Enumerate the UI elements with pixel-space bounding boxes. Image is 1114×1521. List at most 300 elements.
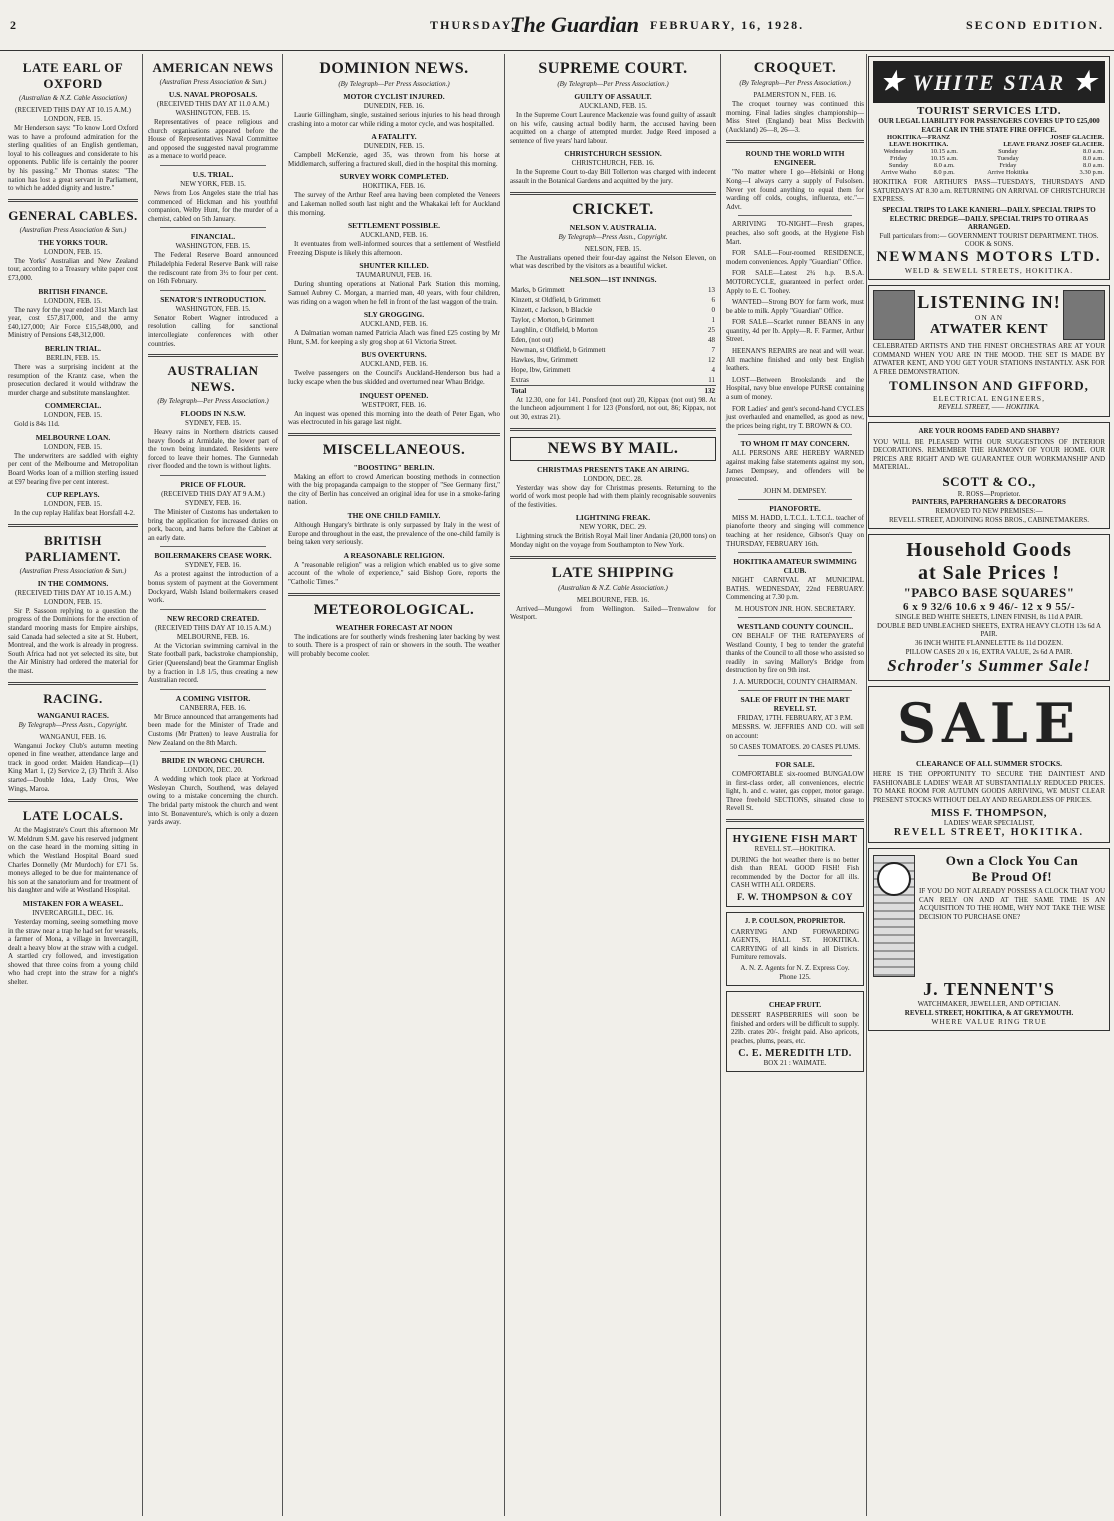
late-locals-headline: LATE LOCALS. (22, 808, 124, 824)
story-head: BRIDE IN WRONG CHURCH. (161, 756, 265, 766)
miss-thompson-title: MISS F. THOMPSON, (930, 806, 1048, 819)
oxford-dateline: LONDON, FEB. 15. (43, 115, 103, 123)
separator (738, 499, 852, 500)
swim-body: NIGHT CARNIVAL AT MUNICIPAL BATHS. WEDNESDAY, 22nd FEBRUARY. Commencing at 7.30 p.m. (726, 576, 864, 602)
masthead-day: THURSDAY, (430, 18, 517, 32)
news-by-mail-headline: NEWS BY MAIL. (510, 437, 716, 461)
dominion-headline: DOMINION NEWS. (319, 60, 469, 77)
for-sale-body: COMFORTABLE six-roomed BUNGALOW in first-class order, all conveniences, electric light, h. and c. water, gas copper, motor garage. Three freehold SECTIONS, situated close to Revell St. (726, 770, 864, 813)
story-body: At the Victorian swimming carnival in the State football park, backstroke championship, Grier (Queensland) beat the Grammar English by a fraction in 1.8 1/5, thus creating a new Australian record. (148, 641, 278, 685)
newmans-address: WELD & SEWELL STREETS, HOKITIKA. (904, 265, 1074, 275)
table-row: HOKITIKA—FRANZ JOSEF GLACIER. (887, 134, 1104, 142)
table-row: Wednesday 10.15 a.m. Sunday 8.0 a.m. (883, 148, 1104, 156)
column-rule (282, 54, 283, 1516)
story-head: PRICE OF FLOUR. (180, 480, 246, 490)
pabco-sizes: 6 x 9 32/6 10.6 x 9 46/- 12 x 9 55/- (903, 601, 1075, 614)
for-sale-head: FOR SALE. (775, 760, 815, 770)
story-head: SHUNTER KILLED. (359, 261, 429, 271)
small-ad: ARRIVING TO-NIGHT—Fresh grapes, peaches, also soft goods, at the Hygiene Fish Mart. (726, 220, 864, 246)
story-dateline: WESTPORT, FEB. 16. (361, 400, 427, 409)
miss-thompson-trade: LADIES' WEAR SPECIALIST, (943, 818, 1035, 827)
story-dateline: SYDNEY, FEB. 16. (184, 561, 242, 570)
cable-body: In the cup replay Halifax beat Horsfall 4-2. (14, 509, 135, 518)
story-head: INQUEST OPENED. (359, 390, 429, 400)
tennent-motto: WHERE VALUE RING TRUE (931, 1017, 1047, 1027)
croquet-source: (By Telegraph—Per Press Association.) (739, 79, 851, 87)
forecast-body: The indications are for southerly winds freshening later backing by west to south. There is a prospect of rain or showers in the south. The weather will probably become cooler. (288, 632, 500, 658)
cheap-fruit-box: BOX 21 : WAIMATE. (763, 1058, 827, 1067)
column-rule (720, 54, 721, 1516)
story-head: A FATALITY. (371, 132, 417, 142)
sale-body: HERE IS THE OPPORTUNITY TO SECURE THE DAINTIEST AND FASHIONABLE LADIES' WEAR AT SUBSTANTIALLY REDUCED PRICES. TO MAKE ROOM FOR AUTUMN GOODS ARRIVING, WE MUST CLEAR PRESENT STOCKS WITHOUT DELAY AND REGARDLESS OF PRICES. (873, 770, 1105, 804)
column-rule (504, 54, 505, 1516)
separator (738, 552, 852, 553)
story-dateline: DUNEDIN, FEB. 16. (363, 102, 425, 110)
story-head: SENATOR'S INTRODUCTION. (160, 294, 266, 304)
timetable (873, 134, 1105, 176)
story-dateline: NEW YORK, FEB. 15. (180, 179, 246, 188)
white-star-banner (873, 61, 1105, 103)
round-world-head: ROUND THE WORLD WITH ENGINEER. (745, 149, 845, 168)
column-6 (868, 54, 1110, 1516)
croquet-body: The croquet tourney was continued this morning. Final ladies singles championship—Miss Steel (England) beat Miss Beckwith (Auckland) 26—8, 26—3. (726, 100, 864, 134)
story-dateline: DUNEDIN, FEB. 15. (363, 142, 425, 151)
separator (160, 475, 266, 476)
tennent-trade: WATCHMAKER, JEWELLER, AND OPTICIAN. (917, 1000, 1061, 1009)
story-head: GUILTY OF ASSAULT. (574, 92, 652, 101)
story-head: U.S. TRIAL. (192, 169, 234, 179)
story-head: MOTOR CYCLIST INJURED. (343, 92, 445, 101)
tennent-clock-ad (868, 848, 1110, 1031)
sale-word: SALE (896, 691, 1082, 756)
story-received: (RECEIVED THIS DAY AT 10.15 A.M.) (155, 623, 271, 632)
cable-dateline: LONDON, FEB. 15. (43, 296, 103, 305)
story-head: FLOODS IN N.S.W. (180, 409, 246, 419)
cable-body: There was a surprising incident at the resumption of the Krantz case, when the prosecution declared it would withdraw the murder charge and substitute manslaughter. (8, 362, 138, 397)
white-star-contract: Full particulars from:— GOVERNMENT TOURIST DEPARTMENT. THOS. COOK & SONS. (879, 231, 1099, 249)
household-goods-ad (868, 534, 1110, 681)
croquet-headline: CROQUET. (753, 60, 837, 76)
oxford-source: (Australian & N.Z. Cable Association) (19, 94, 127, 102)
story-body: Although Hungary's birthrate is only surpassed by Italy in the west of Europe and throughout in the east, the prevalence of the one-child family is being taken very seriously. (288, 521, 500, 547)
cable-head: BERLIN TRIAL. (44, 343, 102, 353)
racing-body: Wanganui Jockey Club's autumn meeting opened in fine weather, attendance large and track in good order. Maiden Handicap—(1) King Mart 1, (2) Service 2, (3) Thrift 3. Also started—Double Idea, Lady Oros, Wee Wings, Maroa. (8, 741, 138, 793)
separator (160, 165, 266, 166)
table-row: Hawkes, lbw, Grimmett 12 (511, 355, 715, 364)
story-body: A wedding which took place at Yorkroad Wesleyan Church, Southend, was delayed owing to a mistake concerning the church. The bridal party mistook the church and went into St. Bonaventure's, which is only a dozen yards away. (148, 775, 278, 827)
swim-sign: M. HOUSTON JNR. HON. SECRETARY. (734, 604, 856, 613)
column-1 (4, 54, 142, 1516)
tennent-addr: REVELL STREET, HOKITIKA, & AT GREYMOUTH. (904, 1008, 1074, 1017)
general-cables-source: (Australian Press Association & Sun.) (19, 225, 127, 234)
cable-dateline: LONDON, FEB. 15. (43, 500, 103, 509)
story-body: Senator Robert Wagner introduced a resolution calling for sanctional intercollegiate conferences with other countries. (148, 313, 278, 348)
story-head: SLY GROGGING. (363, 310, 425, 320)
parliament-body: Sir P. Sassoon replying to a question the progress of the Dominions for the erection of standard mooring masts for Empire airships, said Canada had selected a site at St. Hubert, Montreal, and the work is already in progress. South Africa had not yet selected its site, but the Air Ministry had ordered the material for the mast. (8, 606, 138, 675)
white-star-ad (868, 56, 1110, 280)
column-rule (142, 54, 143, 1516)
story-head: BUS OVERTURNS. (361, 350, 427, 360)
australian-headline: AUSTRALIAN NEWS. (167, 363, 259, 395)
story-dateline: AUCKLAND, FEB. 16. (360, 360, 428, 369)
hygiene-sub: REVELL ST.—HOKITIKA. (754, 845, 836, 854)
story-head: THE ONE CHILD FAMILY. (347, 511, 441, 521)
small-ad: FOR Ladies' and gent's second-hand CYCLES just overhauled and enamelled, as good as new, the prices being right, try T. BROWN & CO. (726, 404, 864, 430)
miscellaneous-headline: MISCELLANEOUS. (322, 441, 466, 458)
scorecard-head: NELSON—1ST INNINGS. (569, 274, 657, 284)
story-head: CHRISTMAS PRESENTS TAKE AN AIRING. (536, 464, 690, 474)
table-row: Taylor, c Morton, b Grimmett 1 (511, 315, 715, 324)
notice-sign: JOHN M. DEMPSEY. (763, 486, 827, 495)
story-head: CHRISTCHURCH SESSION. (564, 149, 662, 159)
story-dateline: CHRISTCHURCH, FEB. 16. (571, 159, 655, 168)
story-body: Lightning struck the British Royal Mail liner Andania (20,000 tons) on Monday night on the voyage from Southampton to New York. (510, 532, 716, 549)
racing-headline: RACING. (43, 690, 103, 706)
white-star-note: HOKITIKA FOR ARTHUR'S PASS—TUESDAYS, THURSDAYS AND SATURDAYS AT 8.30 a.m. RETURNING ON ARRIVAL OF CHRISTCHURCH EXPRESS. (873, 178, 1105, 204)
column-4 (506, 54, 720, 1516)
piano-body: MISS M. HADD, L.T.C.L. L.T.C.L. teacher of pianoforte theory and singing will commence teaching at her residence, Gibson's Quay on THURSDAY, FEBRUARY 16th. (726, 513, 864, 548)
divider (148, 354, 278, 357)
table-row: Kinzett, st Oldfield, b Grimmett 6 (511, 295, 715, 304)
tomlinson-title: TOMLINSON AND GIFFORD, (889, 378, 1089, 394)
masthead-date: FEBRUARY, 16, 1928. (650, 18, 805, 32)
council-head: WESTLAND COUNTY COUNCIL. (736, 621, 854, 631)
table-row: Sunday 8.0 a.m. Friday 8.0 a.m. (888, 162, 1104, 170)
star-icon: ★ (1072, 67, 1098, 96)
story-body: The Minister of Customs has undertaken to bring the application for increased duties on pork, bacon, and hams before the Cabinet at an early date. (148, 508, 278, 542)
separator (738, 617, 852, 618)
divider (288, 593, 500, 596)
atwater-brand: ATWATER KENT (930, 321, 1048, 337)
divider (510, 556, 716, 559)
divider (288, 433, 500, 436)
round-world-body: "No matter where I go—Helsinki or Hong Kong—I always carry a supply of Fulsolsen. Never yet found anything to equal them for warding off colds, coughs, influenza, etc."—Advt. (726, 168, 864, 211)
story-dateline: AUCKLAND, FEB. 16. (360, 231, 428, 240)
scott-trade: PAINTERS, PAPERHANGERS & DECORATORS (912, 498, 1066, 507)
story-body: Mr Bruce announced that arrangements had been made for the Minister of Trade and Customs (Mr Pratten) to leave Australia for New Zealand on the 8th March. (148, 712, 278, 747)
story-received: (RECEIVED THIS DAY AT 9 A.M.) (161, 490, 265, 499)
summer-sale-ad (868, 686, 1110, 843)
scott-prop: R. ROSS—Proprietor. (957, 489, 1021, 498)
shipping-dateline: MELBOURNE, FEB. 16. (576, 595, 650, 604)
story-dateline: WASHINGTON, FEB. 15. (175, 304, 251, 313)
weasel-head: MISTAKEN FOR A WEASEL. (22, 898, 124, 908)
separator (160, 227, 266, 228)
story-body: An inquest was opened this morning into the death of Peter Egan, who was electrocuted in his garage last night. (288, 409, 500, 427)
racing-source: By Telegraph—Press Assn., Copyright. (18, 720, 128, 729)
fruit-sale-items: 50 CASES TOMATOES. 20 CASES PLUMS. (729, 743, 861, 752)
clock-title-2: Be Proud Of! (971, 869, 1053, 885)
cable-head: CUP REPLAYS. (46, 490, 100, 500)
story-dateline: WASHINGTON, FEB. 15. (175, 109, 251, 117)
table-row: Eden, (not out) 48 (511, 335, 715, 344)
council-body: ON BEHALF OF THE RATEPAYERS of Westland County, I beg to tender the grateful thanks of the Council to all those who assisted so readily in saving Mallory's Bridge from destruction by fire on 9th inst. (726, 631, 864, 675)
piano-head: PIANOFORTE. (769, 503, 821, 513)
masthead (0, 0, 1114, 51)
story-head: A REASONABLE RELIGION. (343, 550, 445, 560)
oxford-headline: LATE EARL OF OXFORD (22, 60, 124, 91)
coulson-sign: A. N. Z. Agents for N. Z. Express Coy. Phone 125. (740, 964, 850, 981)
cheap-fruit-title: CHEAP FRUIT. (768, 1000, 822, 1010)
notice-body: ALL PERSONS ARE HEREBY WARNED against making false statements against my son, James Dempsey, and offenders will be prosecuted. (726, 449, 864, 484)
cable-body: The underwriters are saddled with eighty per cent of the Melbourne and Metropolitan Board Works loan of a million sterling issued at £97 bearing five per cent interest. (8, 451, 138, 486)
story-dateline: LONDON, DEC. 28. (583, 474, 643, 483)
parliament-source: (Australian Press Association & Sun.) (19, 566, 127, 575)
separator (738, 755, 852, 756)
small-ad: FOR SALE—Scarlet runner BEANS in any quantity, 4d per lb. Apply—R. F. Farmer, Arthur Street. (726, 318, 864, 344)
story-body: Laurie Gillingham, single, sustained serious injuries to his head through crashing into a motor car while riding a motor cycle, and was hospitalled. (288, 111, 500, 128)
story-dateline: HOKITIKA, FEB. 16. (362, 182, 426, 191)
story-body: Campbell McKenzie, aged 35, was thrown from his horse at Middlemarch, suffering a fractured skull, died in the hospital this morning. (288, 151, 500, 168)
american-source: (Australian Press Association & Sun.) (159, 78, 267, 86)
forecast-head: WEATHER FORECAST AT NOON (335, 622, 453, 632)
column-2 (144, 54, 282, 1516)
shipping-source: (Australian & N.Z. Cable Association.) (558, 583, 668, 592)
separator (738, 690, 852, 691)
household-title: Household Goods (906, 539, 1072, 562)
weasel-dateline: INVERCARGILL, DEC. 16. (32, 908, 114, 917)
story-dateline: LONDON, DEC. 20. (183, 766, 243, 775)
divider (8, 799, 138, 802)
story-head: "BOOSTING" BERLIN. (353, 462, 435, 472)
divider (8, 682, 138, 685)
scott-addr: REVELL STREET, ADJOINING ROSS BROS., CABINETMAKERS. (888, 515, 1090, 524)
cable-body: The Yorks' Australian and New Zealand tour, according to a Treasury white paper cost £73,000. (8, 256, 138, 282)
cable-dateline: LONDON, FEB. 15. (43, 442, 103, 451)
parliament-dateline: LONDON, FEB. 15. (43, 597, 103, 606)
white-star-specials: SPECIAL TRIPS TO LAKE KANIERI—DAILY. SPECIAL TRIPS TO ELECTRIC DREDGE—DAILY. SPECIAL TRIPS TO OTIRA AS ARRANGED. (882, 205, 1096, 232)
divider (726, 140, 864, 143)
newspaper-title: The Guardian (510, 12, 639, 37)
divider (726, 819, 864, 822)
cable-dateline: BERLIN, FEB. 15. (46, 353, 100, 362)
atwater-kent-ad (868, 285, 1110, 417)
small-ad: HEENAN'S REPAIRS are neat and will wear. All machine finished and only best English leathers. (726, 347, 864, 373)
table-row: Total 132 (511, 386, 715, 395)
scott-ad (868, 422, 1110, 529)
divider (8, 524, 138, 527)
story-body: The Federal Reserve Board announced Philadelphia Federal Reserve Bank will raise the rediscount rate from 3½ to four per cent. on 16th February. (148, 251, 278, 286)
supreme-court-source: (By Telegraph—Per Press Association.) (557, 80, 669, 88)
grandfather-clock-icon (873, 855, 915, 977)
table-row: Extras 11 (511, 375, 715, 384)
coulson-ad (726, 912, 864, 986)
supreme-court-headline: SUPREME COURT. (538, 60, 688, 77)
cricket-body-2: At 12.30, one for 141. Ponsford (not out) 20, Kippax (not out) 98. At the luncheon adjournment 1 for 123 (Ponsford, not out, 86; Kippax, not out 30, extras 21). (510, 395, 716, 421)
story-head: SETTLEMENT POSSIBLE. (348, 221, 440, 231)
story-head: SURVEY WORK COMPLETED. (339, 172, 449, 182)
racing-dateline: WANGANUI, FEB. 16. (39, 732, 107, 741)
table-row: Newman, st Oldfield, b Grimmett 7 (511, 345, 715, 354)
racing-sub: WANGANUI RACES. (37, 710, 109, 720)
hygiene-sign: F. W. THOMPSON & COY (736, 892, 854, 903)
cable-body: The navy for the year ended 31st March last year, cost £57,817,000, and the army £40,127,000; Air Force £15,548,000, and Ministry of Pensions £48,312,000. (8, 305, 138, 340)
story-head: LIGHTNING FREAK. (575, 513, 651, 523)
scorecard-table (510, 285, 716, 396)
hygiene-fish-ad (726, 828, 864, 907)
listening-on: ON AN (974, 312, 1004, 322)
story-body: Heavy rains in Northern districts caused heavy floods at Armidale, the lower part of the town being inundated. Residents were forced to leave their homes. The Gunnedah river flooded and the town is without lights. (148, 428, 278, 471)
table-row: Marks, b Grimmett 13 (511, 285, 715, 294)
cable-dateline: LONDON, FEB. 15. (43, 247, 103, 256)
table-row: Laughlin, c Oldfield, b Morton 25 (511, 325, 715, 334)
general-cables-list (8, 238, 138, 518)
story-dateline: CANBERRA, FEB. 16. (179, 703, 247, 712)
schroder-title: Schroder's Summer Sale! (887, 656, 1091, 676)
spacer (722, 54, 730, 1516)
divider (510, 428, 716, 431)
radio-icon (1063, 290, 1105, 340)
cheap-fruit-company: C. E. MEREDITH LTD. (738, 1047, 852, 1059)
story-dateline: AUCKLAND, FEB. 15. (579, 102, 647, 110)
faded-body: YOU WILL BE PLEASED WITH OUR SUGGESTIONS OF INTERIOR DECORATIONS. REMEMBER THE HARMONY OF YOUR HOME. OUR PRICES ARE RIGHT AND WE GUARANTEE OUR WORKMANSHIP AND MATERIAL. (873, 437, 1105, 472)
story-body: As a protest against the introduction of a bonus system of payment at the Government Dockyard, Walsh Island boilermakers ceased work. (148, 570, 278, 605)
late-locals-body: At the Magistrate's Court this afternoon Mr W. Meldrum S.M. gave his reserved judgment on the case heard in the morning sitting in which the Westland Hospital Board sued Charles Donnelly (Mr Murdoch) for £71 5s. moneys alleged to be due for maintenance of his son at the sanatorium and for treatment of his daughter and wife at Westland Hospital. (8, 826, 138, 895)
late-shipping-headline: LATE SHIPPING (551, 564, 675, 581)
cable-head: MELBOURNE LOAN. (35, 432, 111, 442)
newmans-title: NEWMANS MOTORS LTD. (876, 248, 1102, 265)
divider (510, 192, 716, 195)
weasel-body: Yesterday morning, seeing something move in the straw near a trap he had set for weasels, a farmer of Mona, a village in Invercargill, dealt a heavy blow at the straw with a cudgel. A startled cry followed, and investigation showed that three coins from a young child who had crept into the straw for a night's shelter. (8, 917, 138, 987)
faded-title: ARE YOUR ROOMS FADED AND SHABBY? (918, 426, 1060, 435)
notice-head: TO WHOM IT MAY CONCERN. (740, 439, 850, 449)
household-title-2: at Sale Prices ! (917, 562, 1061, 585)
parliament-received: (RECEIVED THIS DAY AT 10.15 A.M.) (15, 588, 131, 597)
separator (738, 215, 852, 216)
story-dateline: AUCKLAND, FEB. 16. (360, 320, 428, 329)
household-line: 36 INCH WHITE FLANNELETTE 8s 11d DOZEN. (915, 639, 1063, 648)
story-head: FINANCIAL. (190, 232, 236, 242)
white-star-liability: OUR LEGAL LIABILITY FOR PASSENGERS COVERS UP TO £25,000 EACH CAR IN THE STATE FIRE OFFICE. (878, 117, 1100, 134)
radio-icon (873, 290, 915, 340)
scott-title: SCOTT & CO., (942, 473, 1036, 489)
story-body: A "reasonable religion" was a religion which enabled us to give some account of the whole of experience," said Bishop Gore, reports the "Catholic Times." (288, 560, 500, 587)
story-body: In the Supreme Court Laurence Mackenzie was found guilty of assault on his wife, causing actual bodily harm, the accused having been acquitted on a charge of attempted murder. Judge Reed imposed a sentence of five years' hard labour. (510, 111, 716, 145)
cable-head: BRITISH FINANCE. (38, 286, 108, 296)
story-head: BOILERMAKERS CEASE WORK. (154, 551, 272, 561)
table-row: Hope, lbw, Grimmett 4 (511, 365, 715, 374)
pabco-title: "PABCO BASE SQUARES" (903, 585, 1075, 601)
story-dateline: MELBOURNE, FEB. 16. (176, 632, 250, 641)
cricket-source: By Telegraph—Press Assn., Copyright. (558, 232, 668, 241)
story-body: Yesterday was show day for Christmas presents. Returning to the world of work most people had with them plainly recognisable souvenirs of the festivities. (510, 483, 716, 509)
clock-title: Own a Clock You Can (945, 853, 1079, 869)
table-row: Friday 10.15 a.m. Tuesday 8.0 a.m. (890, 155, 1104, 163)
story-dateline: TAUMARUNUI, FEB. 16. (356, 271, 432, 280)
separator (160, 290, 266, 291)
croquet-dateline: PALMERSTON N., FEB. 16. (753, 91, 837, 99)
household-line: PILLOW CASES 20 x 16, EXTRA VALUE, 2s 6d A PAIR. (905, 647, 1073, 656)
household-line: DOUBLE BED UNBLEACHED SHEETS, EXTRA HEAVY CLOTH 13s 6d A PAIR. (877, 621, 1101, 639)
table-row: Arrive Waiho 8.0 p.m. Arrive Hokitika 3.30 p.m. (880, 169, 1104, 177)
cable-head: THE YORKS TOUR. (38, 237, 108, 247)
cricket-sub: NELSON V. AUSTRALIA. (569, 222, 657, 232)
cheap-fruit-ad (726, 991, 864, 1072)
australian-source: (By Telegraph—Per Press Association.) (157, 397, 269, 406)
white-star-sub: TOURIST SERVICES LTD. (916, 105, 1062, 117)
story-head: U.S. NAVAL PROPOSALS. (168, 90, 258, 99)
small-ad: FOR SALE—Latest 2¾ h.p. B.S.A. MOTORCYCLE, guaranteed in perfect order. Apply to E. C. Toohey. (726, 269, 864, 295)
separator (738, 434, 852, 435)
listening-title: LISTENING IN! (917, 291, 1061, 312)
cable-head: COMMERCIAL. (44, 401, 102, 411)
meteorological-headline: METEOROLOGICAL. (313, 601, 475, 618)
small-ad: LOST—Between Brookslands and the Hospital, navy blue envelope PURSE containing a sum of money. (726, 375, 864, 402)
tennent-title: J. TENNENT'S (923, 979, 1055, 1000)
hygiene-body: DURING the hot weather there is no better dish than REAL GOOD FISH! Fish recommended by the Doctor for all ills. CASH WITH ALL ORDERS. (731, 855, 859, 890)
column-5 (722, 54, 868, 1516)
clock-body: IF YOU DO NOT ALREADY POSSESS A CLOCK THAT YOU CAN RELY ON AND AT THE SAME TIME IS AN ACQUISITION TO THE HOME, WHY NOT TAKE THE WISE DECISION TO PURCHASE ONE? (919, 887, 1105, 921)
tomlinson-trade: ELECTRICAL ENGINEERS, (933, 394, 1045, 404)
edition-label: SECOND EDITION. (965, 18, 1104, 32)
story-body: Making an effort to crowd American boosting methods in connection with the big propaganda campaign to the stopper of "See Germany first," the city of Berlin has conceived an original idea for use in a smoke-faring nation. (288, 472, 500, 507)
council-sign: J. A. MURDOCH, COUNTY CHAIRMAN. (732, 677, 858, 686)
story-body: Representatives of peace religious and church organisations appeared before the House of Representatives Naval Committee and opposed the suggested naval programme as a menace to world peace. (148, 118, 278, 161)
story-dateline: WASHINGTON, FEB. 15. (175, 242, 251, 251)
table-row: LEAVE HOKITIKA. LEAVE FRANZ JOSEF GLACIER. (889, 141, 1104, 149)
cricket-body: The Australians opened their four-day against the Nelson Eleven, on what was described by the visitors as a beautiful wicket. (510, 253, 716, 271)
divider (8, 199, 138, 202)
story-head: A COMING VISITOR. (175, 693, 251, 703)
star-icon: ★ (880, 67, 906, 96)
story-dateline: NEW YORK, DEC. 29. (579, 523, 647, 532)
scott-moved: REMOVED TO NEW PREMISES:— (935, 507, 1043, 516)
small-ad: WANTED—Strong BOY for farm work, must be able to milk. Apply "Guardian" Office. (726, 298, 864, 315)
white-star-title: WHITE STAR (912, 70, 1066, 95)
separator (160, 546, 266, 547)
general-cables-headline: GENERAL CABLES. (8, 207, 138, 223)
story-received: (RECEIVED THIS DAY AT 11.0 A.M.) (156, 100, 270, 108)
parliament-headline: BRITISH PARLIAMENT. (25, 532, 121, 564)
story-head: NEW RECORD CREATED. (166, 613, 260, 623)
fruit-sale-head: SALE OF FRUIT IN THE MART REVELL ST. (740, 694, 850, 713)
coulson-body: CARRYING AND FORWARDING AGENTS, HALL ST. HOKITIKA. CARRYING of all kinds in all Districts. Furniture removals. (731, 927, 859, 962)
fruit-sale-sub: MESSRS. W. JEFFRIES AND CO. will sell on account: (726, 722, 864, 740)
atwater-body: CELEBRATED ARTISTS AND THE FINEST ORCHESTRAS ARE AT YOUR COMMAND WHEN YOU ARE IN THE MOOD. THE SET IS MADE BY ATWATER KENT, AND YOU GET YOUR STATIONS INSTANTLY. ASK FOR A FREE DEMONSTRATION. (873, 341, 1105, 376)
separator (160, 609, 266, 610)
sale-sub: CLEARANCE OF ALL SUMMER STOCKS. (915, 759, 1063, 769)
cable-body: Gold is 84s 11d. (14, 420, 60, 429)
coulson-title: J. P. COULSON, PROPRIETOR. (744, 917, 846, 926)
miss-thompson-street: REVELL STREET, HOKITIKA. (893, 827, 1085, 839)
story-body: In the Supreme Court to-day Bill Tollerton was charged with indecent assault in the Botanical Gardens and acquitted by the jury. (510, 168, 716, 185)
separator (160, 689, 266, 690)
fruit-sale-date: FRIDAY, 17TH. FEBRUARY, AT 3 P.M. (737, 713, 853, 722)
cricket-dateline: NELSON, FEB. 15. (584, 244, 642, 253)
small-ad: FOR SALE—Four-roomed RESIDENCE, modern conveniences. Apply "Guardian" Office. (726, 249, 864, 266)
cheap-fruit-body: DESSERT RASPBERRIES will soon be finished and orders will be difficult to supply. 22lb. crates 20/-. freight paid. Also apricots, peaches, plums, pears, etc. (731, 1011, 859, 1045)
parliament-sub: IN THE COMMONS. (37, 578, 109, 588)
tomlinson-street: REVELL STREET, —— HOKITIKA. (938, 403, 1040, 412)
american-headline: AMERICAN NEWS (152, 60, 274, 75)
oxford-received: (RECEIVED THIS DAY AT 10.15 A.M.) (15, 106, 131, 114)
story-body: News from Los Angeles state the trial has commenced of Hickman and his youthful companion, Welby Hunt, for the murder of a chemist, cabled on 5th January. (148, 188, 278, 223)
shipping-body: Arrived—Mungowi from Wellington. Sailed—Trenwalow for Westport. (510, 604, 716, 622)
dominion-source: (By Telegraph—Per Press Association.) (338, 80, 450, 88)
swim-head: HOKITIKA AMATEUR SWIMMING CLUB. (733, 557, 857, 576)
hygiene-title: HYGIENE FISH MART (732, 833, 858, 846)
separator (160, 751, 266, 752)
cable-dateline: LONDON, FEB. 15. (43, 411, 103, 420)
oxford-body: Mr Henderson says: "To know Lord Oxford was to have a profound admiration for the sterling qualities of an English gentleman, loyal to his colleagues and considerate to his opponents. Public life is certainly the poorer by his passing." Mr Thomas states: "The nation has lost a great servant in Parliament, to which he added dignity and lustre." (8, 124, 138, 193)
column-3 (284, 54, 504, 1516)
story-body: It eventuates from well-informed sources that a settlement of Westfield Freezing Dispute is likely this afternoon. (288, 240, 500, 257)
story-body: Twelve passengers on the Council's Auckland-Henderson bus had a lucky escape when the bus skidded and overturned near Whau Bridge. (288, 369, 500, 386)
household-line: SINGLE BED WHITE SHEETS, LINEN FINISH, 8s 11d A PAIR. (895, 613, 1083, 622)
cricket-headline: CRICKET. (572, 200, 654, 218)
table-row: Kinzett, c Jackson, b Blackie 0 (511, 305, 715, 314)
story-dateline: SYDNEY, FEB. 15. (184, 419, 242, 428)
